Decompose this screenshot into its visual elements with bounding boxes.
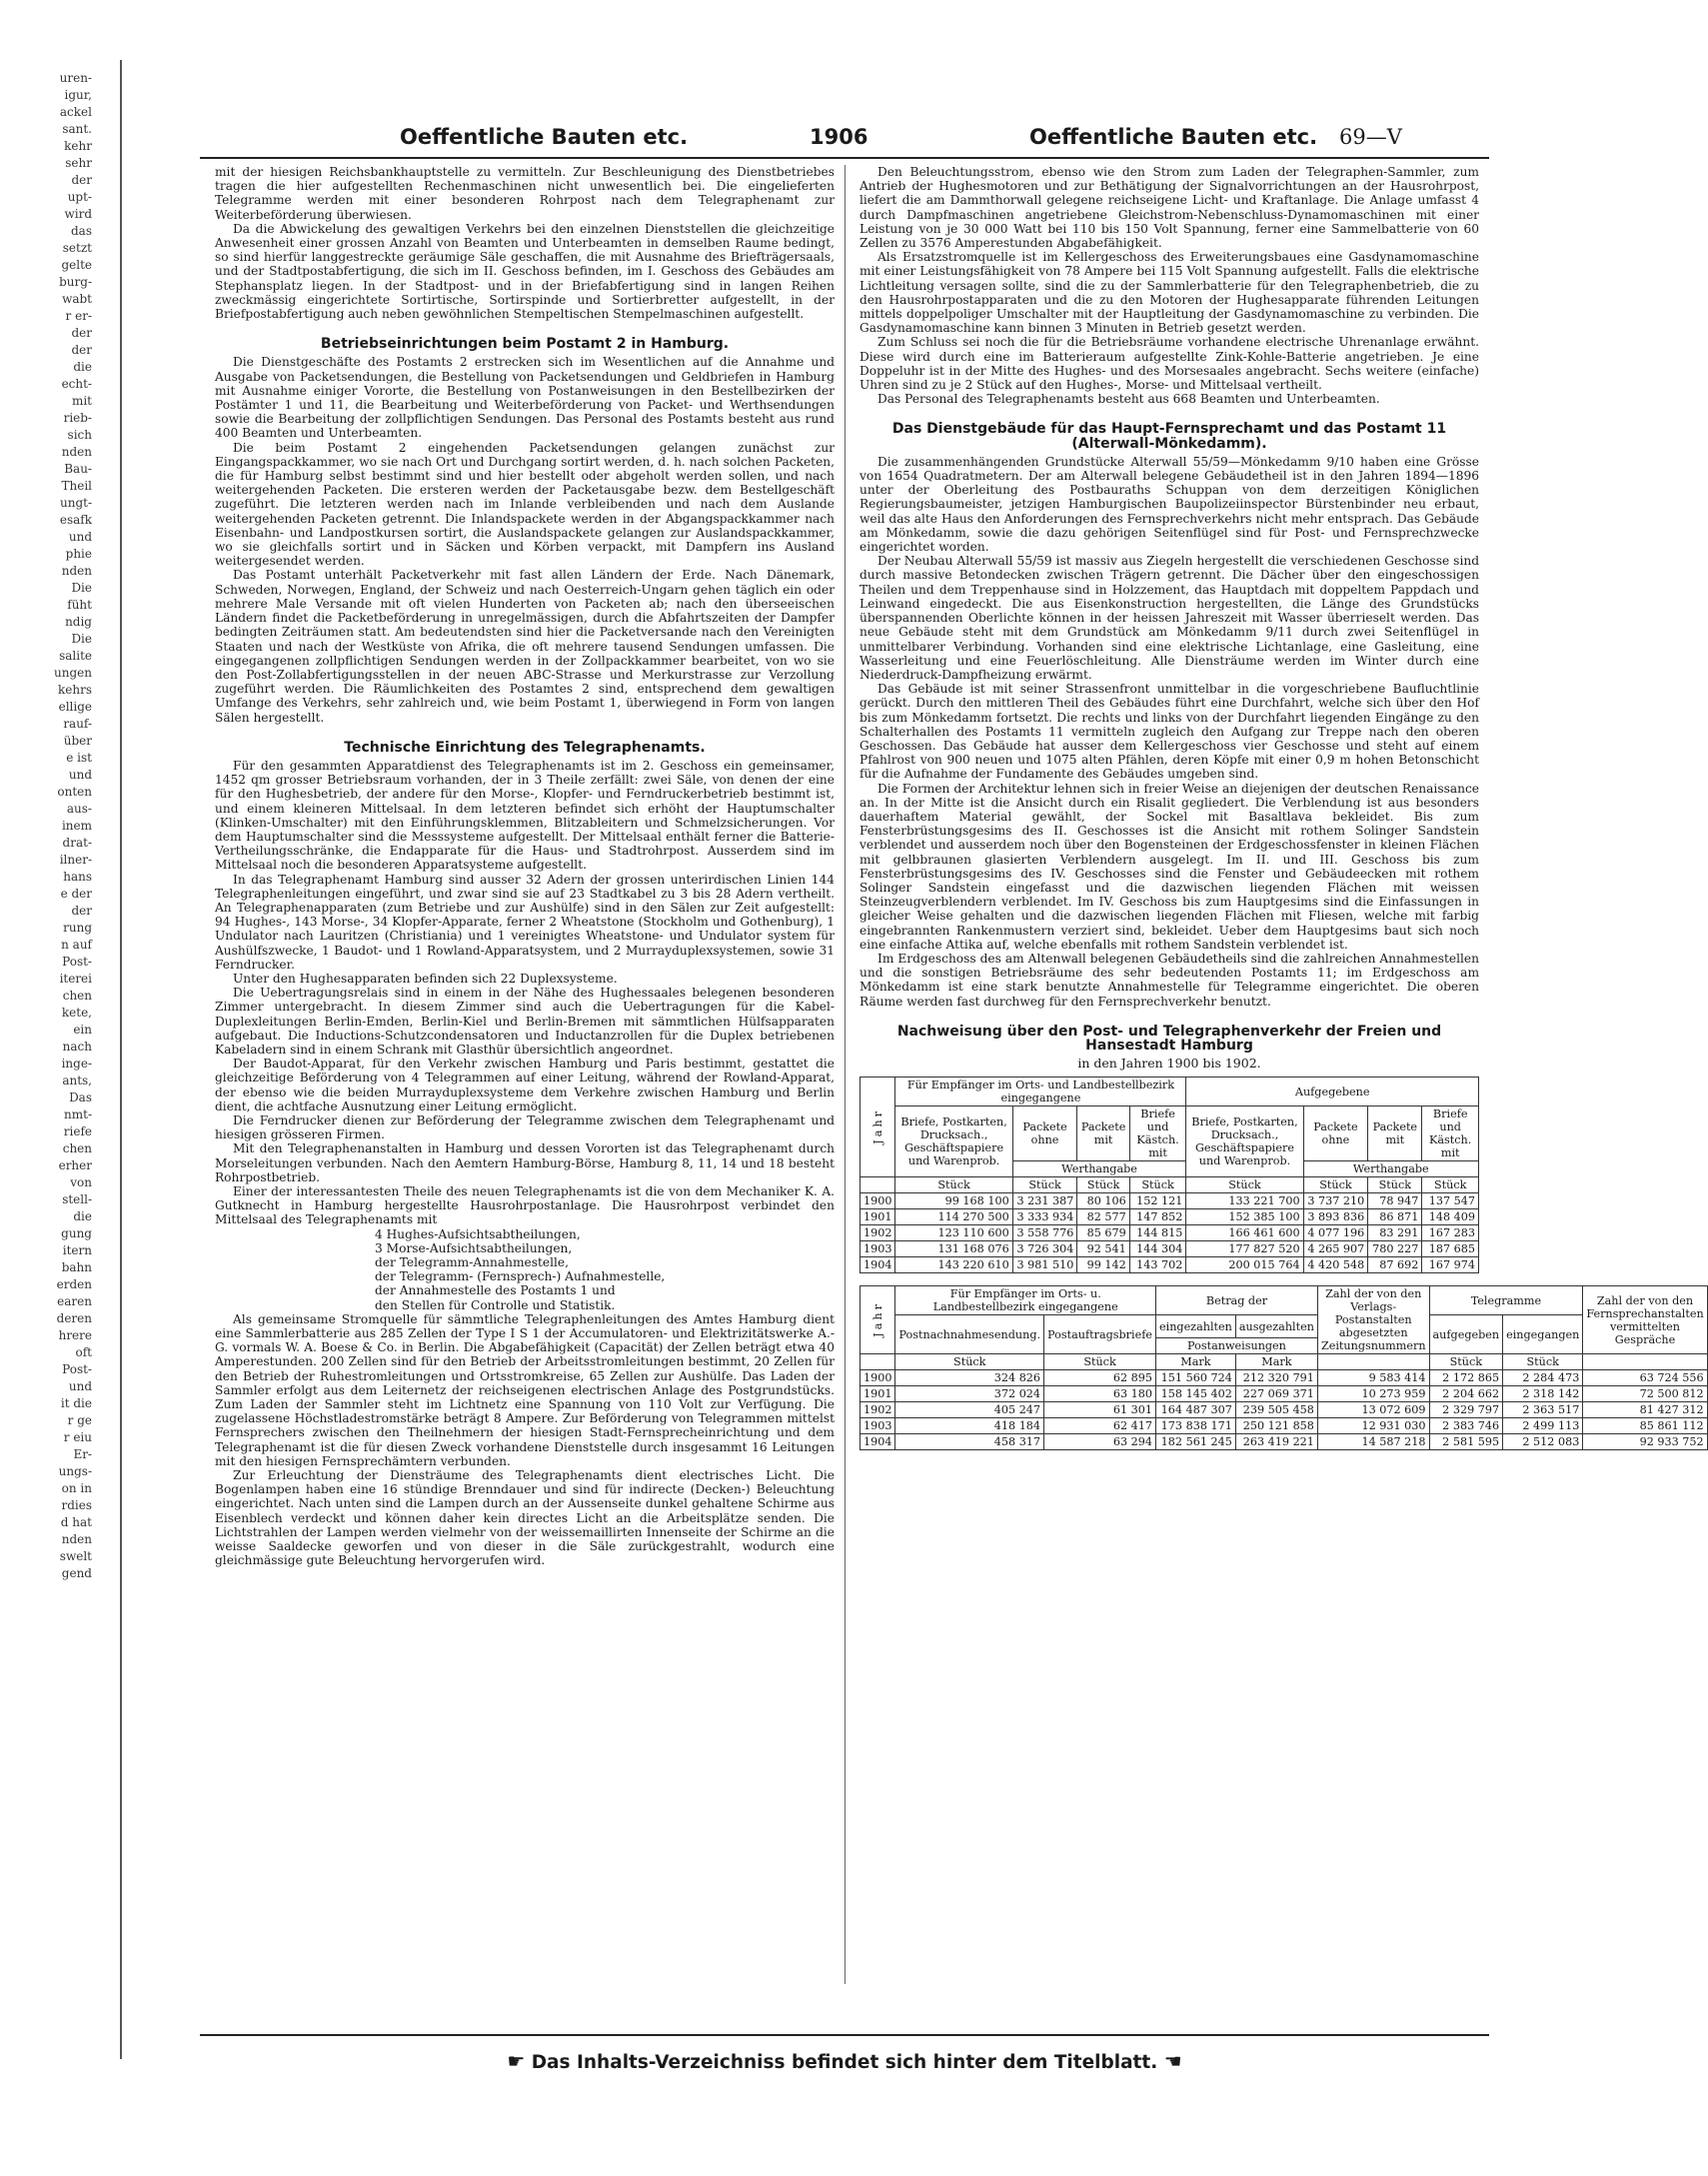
margin-fragment: erher bbox=[58, 1158, 92, 1172]
table-cell: 82 577 bbox=[1077, 1209, 1129, 1225]
table-cell: 3 333 934 bbox=[1012, 1209, 1077, 1225]
margin-fragment: inem bbox=[61, 819, 92, 833]
table-cell: 81 427 312 bbox=[1583, 1402, 1707, 1418]
margin-fragment: Das bbox=[69, 1090, 92, 1104]
year-cell: 1904 bbox=[860, 1434, 895, 1450]
table-cell: 99 168 100 bbox=[895, 1193, 1012, 1209]
col-eingegangen: eingegangen bbox=[1503, 1315, 1583, 1354]
margin-fragment: die bbox=[73, 1209, 92, 1223]
col-briefe: Briefe, Postkarten, Drucksach., Geschäftspapiere und Warenprob. bbox=[895, 1106, 1012, 1177]
margin-fragment: über bbox=[63, 734, 92, 748]
section-heading-dienstgebaeude: Das Dienstgebäude für das Haupt-Fernsprechamt und das Postamt 11 (Alterwall-Mönkedamm). bbox=[891, 421, 1447, 452]
unit-stueck: Stück bbox=[895, 1177, 1012, 1193]
year-cell: 1904 bbox=[860, 1257, 895, 1273]
col-eingezahlt: eingezahlten bbox=[1156, 1315, 1236, 1338]
margin-fragment: ungt- bbox=[59, 496, 92, 510]
table-row bbox=[860, 1370, 1708, 1386]
margin-fragment: nden bbox=[61, 1532, 92, 1546]
group-aufgegeben: Aufgegebene bbox=[1186, 1078, 1479, 1106]
table-cell: 144 815 bbox=[1129, 1225, 1186, 1241]
header-left: Oeffentliche Bauten etc. bbox=[400, 125, 689, 149]
year-cell: 1903 bbox=[860, 1418, 895, 1434]
margin-fragment: rieb- bbox=[63, 411, 92, 425]
paragraph: Die Ferndrucker dienen zur Beförderung der Telegramme zwischen dem Telegraphenamt und hiesigen grösseren Firmen. bbox=[215, 1113, 835, 1142]
margin-fragment: setzt bbox=[62, 241, 92, 255]
unit-mark: Mark bbox=[1235, 1354, 1317, 1370]
col-jahr: Jahr bbox=[860, 1286, 895, 1354]
group-empfaenger: Für Empfänger im Orts- u. Landbestellbezirk eingegangene bbox=[895, 1286, 1156, 1315]
year-cell: 1902 bbox=[860, 1225, 895, 1241]
table-cell: 324 826 bbox=[895, 1370, 1044, 1386]
paragraph: Die Formen der Architektur lehnen sich in freier Weise an diejenigen der deutschen Renaissance an. In der Mitte ist die Ansicht durch ein Risalit gegliedert. Die Verblendung ist aus besonders dauerhaftem Material gewählt, der Sockel mit Basaltlava bekleidet. Bis zum Fensterbrüstungsgesims des II. Geschosses ist die Ansicht mit rothem Solinger Sandstein verblendet und ausserdem noch über den Bogensteinen der Erdgeschossfenster in kleinen Flächen mit gelbbraunen glasierten Verblendern ausgelegt. Im II. und III. Geschoss bis zum Fensterbrüstungsgesims des IV. Geschosses sind die Fenster und Gebäudeecken mit rothem Solinger Sandstein eingefasst und die dazwischen liegenden Flächen mit weissen Steinzeugverblendern verblendet. Im IV. Geschoss bis zum Hauptgesims sind die Einfassungen in gleicher Weise gehalten und die dazwischen liegenden Flächen mit Fliesen, welche mit farbig eingebrannten Rankenmustern verziert sind, bekleidet. Ueber dem Hauptgesims baut sich noch eine einfache Attika auf, welche ebenfalls mit rothem Sandstein verblendet ist. bbox=[859, 781, 1479, 952]
margin-fragment: it die bbox=[60, 1396, 92, 1410]
margin-fragment: kete, bbox=[61, 1006, 92, 1020]
margin-fragment: der bbox=[71, 326, 92, 340]
page-gutter bbox=[120, 60, 122, 2059]
table-cell: 3 737 210 bbox=[1303, 1193, 1368, 1209]
year-cell: 1900 bbox=[860, 1193, 895, 1209]
col-packete-mit: Packete mit bbox=[1368, 1106, 1422, 1161]
margin-fragment: inge- bbox=[61, 1057, 92, 1071]
table-cell: 12 931 030 bbox=[1317, 1418, 1429, 1434]
postanweisungen-label: Postanweisungen bbox=[1156, 1338, 1318, 1354]
table-cell: 3 981 510 bbox=[1012, 1257, 1077, 1273]
year-cell: 1903 bbox=[860, 1241, 895, 1257]
section-heading-technik: Technische Einrichtung des Telegraphenamts. bbox=[344, 739, 706, 756]
table-cell: 152 385 100 bbox=[1186, 1209, 1303, 1225]
running-head bbox=[200, 125, 1489, 155]
margin-fragment: erden bbox=[56, 1277, 92, 1291]
margin-fragment: Die bbox=[71, 581, 92, 595]
margin-fragment: gung bbox=[61, 1226, 92, 1240]
margin-fragment: Post- bbox=[62, 955, 92, 969]
footer-text: Das Inhalts-Verzeichniss befindet sich hinter dem Titelblatt. bbox=[531, 2052, 1158, 2073]
footer-rule bbox=[200, 2034, 1489, 2036]
margin-fragment: e ist bbox=[66, 751, 92, 765]
header-rule bbox=[200, 157, 1489, 159]
col-aufgegeben: aufgegeben bbox=[1429, 1315, 1503, 1354]
table-row bbox=[860, 1209, 1479, 1225]
margin-fragment: earen bbox=[57, 1294, 92, 1308]
margin-fragment: Er- bbox=[73, 1447, 92, 1461]
table-cell: 3 558 776 bbox=[1012, 1225, 1077, 1241]
table-cell: 61 301 bbox=[1044, 1402, 1156, 1418]
table-cell: 263 419 221 bbox=[1235, 1434, 1317, 1450]
table-cell: 2 318 142 bbox=[1503, 1386, 1583, 1402]
margin-fragment: Die bbox=[71, 632, 92, 646]
rohrpost-list bbox=[215, 1227, 835, 1312]
table-row bbox=[860, 1434, 1708, 1450]
table-cell: 13 072 609 bbox=[1317, 1402, 1429, 1418]
table-cell: 2 204 662 bbox=[1429, 1386, 1503, 1402]
margin-fragment: nden bbox=[61, 564, 92, 578]
paragraph: Der Baudot-Apparat, für den Verkehr zwischen Hamburg und Paris bestimmt, gestattet die gleichzeitige Beförderung von 4 Telegrammen auf einer Leitung, während der Rowland-Apparat, der ebenso wie die beiden Murrayduplexsysteme dem Verkehre zwischen Hamburg und Berlin dient, die achtfache Ausnutzung einer Leitung ermöglicht. bbox=[215, 1057, 835, 1113]
header-year: 1906 bbox=[810, 125, 868, 149]
margin-fragment: ilner- bbox=[59, 853, 92, 867]
column-divider bbox=[845, 165, 846, 1984]
margin-fragment: onten bbox=[57, 785, 92, 799]
margin-fragment: stell- bbox=[62, 1192, 92, 1206]
paragraph: Einer der interessantesten Theile des neuen Telegraphenamts ist die von dem Mechaniker K. A. Gutknecht in Hamburg hergestellte Hausrohrpostanlage. Die Hausrohrpost verbindet den Mittelsaal des Telegraphenamts mit bbox=[215, 1184, 835, 1227]
table-cell: 144 304 bbox=[1129, 1241, 1186, 1257]
paragraph: Als gemeinsame Stromquelle für sämmtliche Telegraphenleitungen des Amtes Hamburg dient eine Sammlerbatterie aus 285 Zellen der Type I S 1 der Accumulatoren- und Elektrizitätswerke A.-G. vormals W. A. Boese & Co. in Berlin. Die Abgabefähigkeit (Capacität) der Zellen beträgt etwa 40 Amperestunden. 200 Zellen sind für den Betrieb der Arbeitsstromleitungen bestimmt, 20 Zellen für den Betrieb der Ruhestromleitungen und Ortsstromkreise, 65 Zellen zur Aushülfe. Das Laden der Sammler erfolgt aus dem Leiternetz der reichseigenen electrischen Anlage des Postgrundstücks. Zum Laden der Sammler steht im Lichtnetz eine Spannung von 110 Volt zur Verfügung. Die zugelassene Höchstladestromstärke beträgt 8 Ampere. Zur Beförderung von Telegrammen mittelst Fernsprechers zwischen den Theilnehmern der hiesigen Stadt-Fernsprecheinrichtung und dem Telegraphenamt ist die für diesen Zweck vorhandene Dienststelle durch insgesammt 16 Leitungen mit den hiesigen Fernsprechämtern verbunden. bbox=[215, 1311, 835, 1468]
margin-fragment: swelt bbox=[59, 1549, 92, 1563]
table-cell: 173 838 171 bbox=[1156, 1418, 1236, 1434]
table-cell: 2 383 746 bbox=[1429, 1418, 1503, 1434]
unit-stueck: Stück bbox=[1012, 1177, 1077, 1193]
margin-fragment: nden bbox=[61, 445, 92, 459]
paragraph: Die Uebertragungsrelais sind in einem in der Nähe des Hughessaales belegenen besonderen Zimmer untergebracht. In diesem Zimmer sind auch die Uebertragungen für die Kabel-Duplexleitungen Berlin-Emden, Berlin-Kiel und Berlin-Bremen mit sämmtlichen Hülfsapparaten aufgebaut. Die Inductions-Schutzcondensatoren und Inductanzrollen für die Duplex betriebenen Kabeladern sind in einem Schrank mit Glasthür übersichtlich angeordnet. bbox=[215, 986, 835, 1057]
paragraph: Mit den Telegraphenanstalten in Hamburg und dessen Vororten ist das Telegraphenamt durch Morseleitungen verbunden. Nach den Aemtern Hamburg-Börse, Hamburg 8, 11, 14 und 18 besteht Rohrpostbetrieb. bbox=[215, 1141, 835, 1184]
table-cell: 167 974 bbox=[1422, 1257, 1479, 1273]
margin-fragment: echt- bbox=[61, 377, 92, 391]
table-cell: 92 541 bbox=[1077, 1241, 1129, 1257]
margin-fragment: oft bbox=[75, 1345, 92, 1359]
table-cell: 239 505 458 bbox=[1235, 1402, 1317, 1418]
table-cell: 166 461 600 bbox=[1186, 1225, 1303, 1241]
statistics-table-2 bbox=[859, 1285, 1708, 1450]
margin-fragment: bahn bbox=[61, 1260, 92, 1274]
werthangabe-label: Werthangabe bbox=[1303, 1161, 1478, 1177]
group-telegramme: Telegramme bbox=[1429, 1286, 1583, 1315]
table-row bbox=[860, 1402, 1708, 1418]
left-margin-bleed-through bbox=[0, 70, 92, 2059]
table-cell: 143 702 bbox=[1129, 1257, 1186, 1273]
table-cell: 780 227 bbox=[1368, 1241, 1422, 1257]
margin-fragment: e der bbox=[60, 887, 92, 901]
table-cell: 212 320 791 bbox=[1235, 1370, 1317, 1386]
footer-notice bbox=[200, 2049, 1489, 2073]
table-cell: 372 024 bbox=[895, 1386, 1044, 1402]
margin-fragment: r er- bbox=[65, 309, 92, 323]
margin-fragment: Bau- bbox=[64, 462, 92, 476]
table-cell: 177 827 520 bbox=[1186, 1241, 1303, 1257]
margin-fragment: n auf bbox=[61, 938, 92, 952]
table-cell: 123 110 600 bbox=[895, 1225, 1012, 1241]
margin-fragment: sehr bbox=[65, 156, 92, 170]
margin-fragment: ein bbox=[73, 1023, 92, 1037]
table-cell: 405 247 bbox=[895, 1402, 1044, 1418]
paragraph: Das Postamt unterhält Packetverkehr mit fast allen Ländern der Erde. Nach Dänemark, Schweden, Norwegen, England, der Schweiz und nach Oesterreich-Ungarn gehen täglich ein oder mehrere Male Versande mit oft vielen Hunderten von Packeten ab; nach den überseeischen Ländern findet die Packetbeförderung in unregelmässigen, durch die Abfahrtszeiten der Dampfer bedingten Zeiträumen statt. Am bedeutendsten sind hier die Packetversande nach den Vereinigten Staaten und nach der Westküste von Afrika, die oft mehrere tausend Sendungen umfassen. Die eingegangenen zollpflichtigen Sendungen werden in der Zollpackkammer bearbeitet, von wo sie den Post-Zollabfertigungsstellen in der neuen ABC-Strasse und Merkurstrasse zur Verzollung zugeführt werden. Die Räumlichkeiten des Postamtes 2 sind, entsprechend dem gewaltigen Umfange des Verkehrs, sehr zahlreich und, wie beim Postamt 1, überwiegend in Form von langen Sälen hergestellt. bbox=[215, 568, 835, 725]
margin-fragment: gelte bbox=[61, 258, 92, 272]
margin-fragment: igur, bbox=[64, 88, 92, 102]
unit-stueck: Stück bbox=[1044, 1354, 1156, 1370]
list-item: der Telegramm- (Fernsprech-) Aufnahmestelle, bbox=[375, 1269, 666, 1284]
table-cell: 63 180 bbox=[1044, 1386, 1156, 1402]
year-cell: 1900 bbox=[860, 1370, 895, 1386]
margin-fragment: d hat bbox=[60, 1515, 92, 1529]
table-cell: 2 581 595 bbox=[1429, 1434, 1503, 1450]
table-cell: 418 184 bbox=[895, 1418, 1044, 1434]
margin-fragment: kehrs bbox=[58, 683, 92, 697]
table-cell: 227 069 371 bbox=[1235, 1386, 1317, 1402]
margin-fragment: mit bbox=[71, 394, 92, 408]
margin-fragment: salite bbox=[59, 649, 92, 663]
page-number: 69—V bbox=[1339, 125, 1402, 149]
margin-fragment: ants, bbox=[62, 1074, 92, 1088]
table-cell: 187 685 bbox=[1422, 1241, 1479, 1257]
table-cell: 2 172 865 bbox=[1429, 1370, 1503, 1386]
table-cell: 2 499 113 bbox=[1503, 1418, 1583, 1434]
margin-fragment: esafk bbox=[59, 513, 92, 527]
table-row bbox=[860, 1225, 1479, 1241]
margin-fragment: ackel bbox=[59, 105, 92, 119]
table-cell: 78 947 bbox=[1368, 1193, 1422, 1209]
table-cell: 158 145 402 bbox=[1156, 1386, 1236, 1402]
table-cell: 143 220 610 bbox=[895, 1257, 1012, 1273]
table-cell: 80 106 bbox=[1077, 1193, 1129, 1209]
table-cell: 164 487 307 bbox=[1156, 1402, 1236, 1418]
table-cell: 63 724 556 bbox=[1583, 1370, 1707, 1386]
margin-fragment: ndig bbox=[65, 615, 92, 629]
table-subtitle: in den Jahren 1900 bis 1902. bbox=[1077, 1056, 1261, 1072]
col-packete-mit: Packete mit bbox=[1077, 1106, 1129, 1161]
col-verlag: Zahl der von den Verlags-Postanstalten abgesetzten Zeitungsnummern bbox=[1317, 1286, 1429, 1354]
table-cell: 62 417 bbox=[1044, 1418, 1156, 1434]
margin-fragment: rdies bbox=[61, 1498, 92, 1512]
table-cell: 2 284 473 bbox=[1503, 1370, 1583, 1386]
table-cell: 14 587 218 bbox=[1317, 1434, 1429, 1450]
paragraph: Unter den Hughesapparaten befinden sich 22 Duplexsysteme. bbox=[233, 971, 618, 986]
table-cell: 148 409 bbox=[1422, 1209, 1479, 1225]
margin-fragment: Post- bbox=[62, 1362, 92, 1376]
year-cell: 1901 bbox=[860, 1386, 895, 1402]
margin-fragment: füht bbox=[67, 598, 92, 612]
col-packete-ohne: Packete ohne bbox=[1303, 1106, 1368, 1161]
margin-fragment: gend bbox=[61, 1566, 92, 1580]
table-cell: 3 893 836 bbox=[1303, 1209, 1368, 1225]
margin-fragment: nmt- bbox=[64, 1107, 92, 1121]
unit-stueck: Stück bbox=[1303, 1177, 1368, 1193]
margin-fragment: wird bbox=[64, 207, 92, 221]
table-cell: 2 512 083 bbox=[1503, 1434, 1583, 1450]
table-cell: 152 121 bbox=[1129, 1193, 1186, 1209]
margin-fragment: iterei bbox=[59, 972, 92, 986]
margin-fragment: und bbox=[68, 768, 92, 782]
table-cell: 182 561 245 bbox=[1156, 1434, 1236, 1450]
table-cell: 87 692 bbox=[1368, 1257, 1422, 1273]
table-cell: 133 221 700 bbox=[1186, 1193, 1303, 1209]
margin-fragment: sant. bbox=[62, 122, 92, 136]
section-heading-nachweisung: Nachweisung über den Post- und Telegraphenverkehr der Freien und Hansestadt Hamburg bbox=[896, 1023, 1442, 1054]
col-ausgezahlt: ausgezahlten bbox=[1235, 1315, 1317, 1338]
paragraph: Das Personal des Telegraphenamts besteht aus 668 Beamten und Unterbeamten. bbox=[877, 392, 1380, 407]
margin-fragment: hrere bbox=[58, 1328, 92, 1342]
pointing-hand-right-icon: ☛ bbox=[507, 2049, 526, 2073]
year-cell: 1902 bbox=[860, 1402, 895, 1418]
margin-fragment: wabt bbox=[62, 292, 92, 306]
paragraph: mit der hiesigen Reichsbankhauptstelle zu vermitteln. Zur Beschleunigung des Dienstbetriebes tragen die hier aufgestellten Rechenmaschinen nicht unwesentlich bei. Die eingelieferten Telegramme werden mit einer besonderen Rohrpost nach dem Telegraphenamt zur Weiterbeförderung überwiesen. bbox=[215, 165, 835, 222]
margin-fragment: kehr bbox=[64, 139, 92, 153]
margin-fragment: der bbox=[71, 173, 92, 187]
left-column bbox=[215, 165, 835, 1568]
margin-fragment: ungs- bbox=[58, 1464, 92, 1478]
margin-fragment: uren- bbox=[59, 71, 92, 85]
list-item: den Stellen für Controlle und Statistik. bbox=[375, 1297, 616, 1312]
list-item: der Annahmestelle des Postamts 1 und bbox=[375, 1283, 616, 1298]
paragraph: Zum Schluss sei noch die für die Betriebsräume vorhandene electrische Uhrenanlage erwähnt. Diese wird durch eine im Batterieraum aufgestellte Zink-Kohle-Batterie angetrieben. Je eine Doppeluhr ist in der Mitte des Hughes- und des Morsesaales angebracht. Sechs weitere (einfache) Uhren sind zu je 2 Stück auf den Hughes-, Morse- und Mittelsaal vertheilt. bbox=[859, 335, 1479, 393]
paragraph: Der Neubau Alterwall 55/59 ist massiv aus Ziegeln hergestellt die verschiedenen Geschosse sind durch massive Betondecken zwischen Trägern getrennt. Die Dächer über den eingeschossigen Theilen und dem Treppenhause sind in Holzzement, das Hauptdach mit doppeltem Pappdach und Leinwand eingedeckt. Die aus Eisenkonstruction hergestellten, die Länge des Grundstücks überspannenden Oberlichte können in der heissen Jahreszeit mit Wasser überrieselt werden. Das neue Gebäude steht mit dem Grundstück am Mönkedamm 9/11 durch zwei Seitenflügel in unmittelbarer Verbindung. Vorhanden sind eine elektrische Lichtanlage, eine Gasleitung, eine Wasserleitung und eine Feuerlöschleitung. Alle Diensträume werden im Winter durch eine Niederdruck-Dampfheizung erwärmt. bbox=[859, 554, 1479, 682]
table-cell: 4 077 196 bbox=[1303, 1225, 1368, 1241]
margin-fragment: der bbox=[71, 343, 92, 357]
margin-fragment: riefe bbox=[63, 1124, 92, 1138]
table-cell: 9 583 414 bbox=[1317, 1370, 1429, 1386]
paragraph: Für den gesammten Apparatdienst des Telegraphenamts ist im 2. Geschoss ein gemeinsamer, 1452 qm grosser Betriebsraum vorhanden, der in 3 Theile zerfällt: zwei Säle, von denen der eine für den Hughesbetrieb, der andere für den Morse-, Klopfer- und Ferndruckerbetrieb bestimmt ist, und einem kleineren Mittelsaal. In dem letzteren befindet sich erhöht der Hauptumschalter (Klinken-Umschalter) mit den Einführungsklemmen, Blitzableitern und Schmelzsicherungen. Vor dem Hauptumschalter sind die Messsysteme aufgestellt. Der Mittelsaal enthält ferner die Batterie-Vertheilungsschränke, die Endapparate für die Haus- und Stadtrohrpost. Ausserdem sind im Mittelsaal noch die besonderen Apparatsysteme aufgestellt. bbox=[215, 758, 835, 873]
margin-fragment: burg- bbox=[59, 275, 92, 289]
margin-fragment: der bbox=[71, 904, 92, 918]
margin-fragment: Theil bbox=[61, 479, 92, 493]
table-cell: 72 500 812 bbox=[1583, 1386, 1707, 1402]
margin-fragment: ungen bbox=[54, 666, 92, 680]
paragraph: Die beim Postamt 2 eingehenden Packetsendungen gelangen zunächst zur Eingangspackkammer, wo sie nach Ort und Durchgang sortirt werden, d. h. nach solchen Packeten, die für Hamburg selbst bestimmt sind und hier bestellt oder abgeholt werden sollen, und nach weitergehenden Packeten. Die ersteren werden der Packetausgabe bezw. dem Bestellgeschäft zugeführt. Die letzteren werden nach im Inlande verbleibenden und nach dem Auslande weitergehenden Packeten getrennt. Die Inlandspackete werden in der Abgangspackkammer nach Eisenbahn- und Landpostkursen sortirt, die Auslandspackete gelangen zur Auslandspackkammer, wo sie gleichfalls sortirt und in Säcken und Körben verpackt, mit Dampfern ins Ausland weitergesendet werden. bbox=[215, 440, 835, 569]
paragraph: Das Gebäude ist mit seiner Strassenfront unmittelbar in die vorgeschriebene Baufluchtlinie gerückt. Durch den mittleren Theil des Gebäudes führt eine Durchfahrt, welche sich über den Hof bis zum Mönkedamm fortsetzt. Die rechts und links von der Durchfahrt liegenden Eingänge zu den Schalterhallen des Postamts 11 vermitteln zugleich den Aufgang zur Treppe nach den oberen Geschossen. Das Gebäude hat ausser dem Kellergeschoss vier Geschosse und steht auf einem Pfahlrost von 900 neuen und 1075 alten Pfählen, deren Köpfe mit einer 0,9 m hohen Betonschicht für die Aufnahme der Fundamente des Gebäudes umgeben sind. bbox=[859, 682, 1479, 782]
paragraph: Die zusammenhängenden Grundstücke Alterwall 55/59—Mönkedamm 9/10 haben eine Grösse von 1654 Quadratmetern. Der am Alterwall belegene Gebäudetheil ist in den Jahren 1894—1896 unter der Oberleitung des Postbauraths Schuppan von dem derzeitigen Königlichen Regierungsbaumeister, jetzigen Hamburgischen Baupolizeiinspector Bürstenbinder neu erbaut, weil das alte Haus den Anforderungen des Fernsprechverkehrs nicht mehr entsprach. Das Gebäude am Mönkedamm, sowie die dazu gehörigen Seitenflügel sind für Post- und Fernsprechzwecke eingerichtet worden. bbox=[859, 454, 1479, 555]
header-right: Oeffentliche Bauten etc. bbox=[1029, 125, 1318, 149]
margin-fragment: von bbox=[70, 1175, 92, 1189]
margin-fragment: nach bbox=[62, 1040, 92, 1054]
paragraph: Im Erdgeschoss des am Altenwall belegenen Gebäudetheils sind die zahlreichen Annahmestellen und die sonstigen Betriebsräume des sehr bedeutenden Postamts 11; im Erdgeschoss am Mönkedamm ist eine stark benutzte Annahmestelle für Telegramme eingerichtet. Die oberen Räume werden fast durchweg für den Fernsprechverkehr benutzt. bbox=[859, 951, 1479, 1009]
col-jahr: Jahr bbox=[860, 1078, 895, 1177]
margin-fragment: phie bbox=[65, 547, 92, 561]
table-cell: 3 231 387 bbox=[1012, 1193, 1077, 1209]
margin-fragment: das bbox=[71, 224, 92, 238]
table-row bbox=[860, 1386, 1708, 1402]
statistics-table-1 bbox=[859, 1077, 1479, 1273]
table-cell: 131 168 076 bbox=[895, 1241, 1012, 1257]
margin-fragment: rauf- bbox=[63, 717, 92, 731]
margin-fragment: itern bbox=[62, 1243, 92, 1257]
col-briefe-kaestchen: Briefe und Kästch. mit bbox=[1422, 1106, 1479, 1161]
section-heading-betrieb: Betriebseinrichtungen beim Postamt 2 in Hamburg. bbox=[320, 336, 730, 353]
margin-fragment: r ge bbox=[67, 1413, 92, 1427]
unit-stueck: Stück bbox=[1368, 1177, 1422, 1193]
table-cell: 458 317 bbox=[895, 1434, 1044, 1450]
paragraph: In das Telegraphenamt Hamburg sind ausser 32 Adern der grossen unterirdischen Linien 144 Telegraphenleitungen eingeführt, und zwar sind sie auf 23 Stadtkabel zu 3 bis 28 Adern vertheilt. An Telegraphenapparaten (zum Betriebe und zur Aushülfe) sind in den Sälen zur Zeit aufgestellt: 94 Hughes-, 143 Morse-, 34 Klopfer-Apparate, ferner 2 Wheatstone (Stockholm und Gothenburg), 1 Undulator nach Lauritzen (Christiania) und 1 vereinigtes Wheatstone- und Undulator system für Aushülfszwecke, 1 Baudot- und 1 Rowland-Apparatsystem, und 2 Murrayduplexsystemen, sowie 31 Ferndrucker. bbox=[215, 872, 835, 972]
table-cell: 99 142 bbox=[1077, 1257, 1129, 1273]
unit-stueck: Stück bbox=[1422, 1177, 1479, 1193]
table-cell: 114 270 500 bbox=[895, 1209, 1012, 1225]
table-cell: 137 547 bbox=[1422, 1193, 1479, 1209]
table-cell: 2 363 517 bbox=[1503, 1402, 1583, 1418]
table-cell: 63 294 bbox=[1044, 1434, 1156, 1450]
group-betrag: Betrag der bbox=[1156, 1286, 1318, 1315]
table-cell: 4 420 548 bbox=[1303, 1257, 1368, 1273]
unit-stueck: Stück bbox=[1429, 1354, 1503, 1370]
col-packete-ohne: Packete ohne bbox=[1012, 1106, 1077, 1161]
paragraph: Den Beleuchtungsstrom, ebenso wie den Strom zum Laden der Telegraphen-Sammler, zum Antrieb der Hughesmotoren und zur Bethätigung der Signalvorrichtungen an der Hausrohrpost, liefert die am Dammthorwall gelegene reichseigene Licht- und Kraftanlage. Die Anlage umfasst 4 durch Dampfmaschinen angetriebene Gleichstrom-Nebenschluss-Dynamomaschinen mit einer Leistung von je 30 000 Watt bei 110 bis 150 Volt Spannung, ferner eine Sammelbatterie von 60 Zellen zu 3576 Amperestunden Abgabefähigkeit. bbox=[859, 165, 1479, 251]
unit-stueck: Stück bbox=[1503, 1354, 1583, 1370]
table-cell: 4 265 907 bbox=[1303, 1241, 1368, 1257]
paragraph: Zur Erleuchtung der Diensträume des Telegraphenamts dient electrisches Licht. Die Bogenlampen haben eine 16 stündige Brenndauer und sind für indirecte (Decken-) Beleuchtung eingerichtet. Nach unten sind die Lampen durch an der Aussenseite dunkel gehaltene Schirme aus Eisenblech verdeckt und können daher kein directes Licht an die Arbeitsplätze senden. Die Lichtstrahlen der Lampen werden vielmehr von der weissemaillirten Innenseite der Schirme an die weisse Saaldecke geworfen und von dieser in die Säle zurückgestrahlt, wodurch eine gleichmässige gute Beleuchtung hervorgerufen wird. bbox=[215, 1468, 835, 1568]
paragraph: Als Ersatzstromquelle ist im Kellergeschoss des Erweiterungsbaues eine Gasdynamomaschine mit einer Leistungsfähigkeit von 78 Ampere bei 115 Volt Spannung aufgestellt. Falls die elektrische Lichtleitung versagen sollte, sind die zu der Sammlerbatterie für den Telegraphenbetrieb, die zu den Hausrohrpostapparaten und die zu den Motoren der Hughesapparate führenden Leitungen mittels doppelpoliger Umschalter mit der Hauptleitung der Gasdynamomaschine zu verbinden. Die Gasdynamomaschine kann binnen 3 Minuten in Betrieb gesetzt werden. bbox=[859, 250, 1479, 336]
unit-mark: Mark bbox=[1156, 1354, 1236, 1370]
table-cell: 85 679 bbox=[1077, 1225, 1129, 1241]
table-cell: 10 273 959 bbox=[1317, 1386, 1429, 1402]
unit-stueck: Stück bbox=[1186, 1177, 1303, 1193]
group-empfaenger: Für Empfänger im Orts- und Landbestellbezirk eingegangene bbox=[895, 1078, 1186, 1106]
list-item: 4 Hughes-Aufsichtsabtheilungen, bbox=[375, 1226, 581, 1241]
col-auftragsbriefe: Postauftragsbriefe bbox=[1044, 1315, 1156, 1354]
table-cell: 2 329 797 bbox=[1429, 1402, 1503, 1418]
margin-fragment: rung bbox=[63, 921, 92, 935]
paragraph: Die Dienstgeschäfte des Postamts 2 erstrecken sich im Wesentlichen auf die Annahme und Ausgabe von Packetsendungen, die Bestellung von Packetsendungen und Geldbriefen in Hamburg mit Ausnahme einiger Vororte, die Bestellung von Postanweisungen in den Bestellbezirken der Postämter 1 und 11, die Bearbeitung und Weiterbeförderung von Packet- und Werthsendungen sowie die Bearbeitung der zollpflichtigen Sendungen. Das Personal des Postamts besteht aus rund 400 Beamten und Unterbeamten. bbox=[215, 355, 835, 441]
margin-fragment: ellige bbox=[58, 700, 92, 714]
unit-stueck: Stück bbox=[1077, 1177, 1129, 1193]
table-row bbox=[860, 1418, 1708, 1434]
margin-fragment: sich bbox=[67, 428, 92, 442]
right-column bbox=[859, 165, 1704, 1450]
col-briefe: Briefe, Postkarten, Drucksach., Geschäftspapiere und Warenprob. bbox=[1186, 1106, 1303, 1177]
table-cell: 167 283 bbox=[1422, 1225, 1479, 1241]
margin-fragment: deren bbox=[56, 1311, 92, 1325]
table-cell: 3 726 304 bbox=[1012, 1241, 1077, 1257]
table-cell: 147 852 bbox=[1129, 1209, 1186, 1225]
table-cell: 85 861 112 bbox=[1583, 1418, 1707, 1434]
pointing-hand-left-icon: ☚ bbox=[1163, 2049, 1182, 2073]
paragraph: Da die Abwickelung des gewaltigen Verkehrs bei den einzelnen Dienststellen die gleichzeitige Anwesenheit einer grossen Anzahl von Beamten und Unterbeamten in demselben Raume bedingt, so sind hierfür langgestreckte geräumige Säle geschaffen, die mit Ausnahme des Briefträgersaals, und der Stadtpostabfertigung, die sich im II. Geschoss befinden, im I. Geschoss des Gebäudes am Stephansplatz liegen. In der Stadtpost- und in der Briefabfertigung sind in langen Reihen zweckmässig eingerichtete Sortirtische, Sortirspinde und Sortierbretter aufgestellt, in der Briefpostabfertigung auch neben gewöhnlichen Stempeltischen Stempelmaschinen aufgestellt. bbox=[215, 221, 835, 322]
table-cell: 250 121 858 bbox=[1235, 1418, 1317, 1434]
year-cell: 1901 bbox=[860, 1209, 895, 1225]
margin-fragment: chen bbox=[62, 989, 92, 1003]
margin-fragment: und bbox=[68, 530, 92, 544]
margin-fragment: on in bbox=[61, 1481, 92, 1495]
table-cell: 92 933 752 bbox=[1583, 1434, 1707, 1450]
col-nachnahme: Postnachnahmesendung. bbox=[895, 1315, 1044, 1354]
unit-stueck: Stück bbox=[895, 1354, 1044, 1370]
col-briefe-kaestchen: Briefe und Kästch. mit bbox=[1129, 1106, 1186, 1161]
table-cell: 62 895 bbox=[1044, 1370, 1156, 1386]
col-fernsprech: Zahl der von den Fernsprechanstalten vermittelten Gespräche bbox=[1583, 1286, 1707, 1354]
margin-fragment: hans bbox=[63, 870, 92, 884]
list-item: 3 Morse-Aufsichtsabtheilungen, bbox=[375, 1240, 573, 1255]
werthangabe-label: Werthangabe bbox=[1012, 1161, 1186, 1177]
margin-fragment: drat- bbox=[62, 836, 92, 850]
table-row bbox=[860, 1257, 1479, 1273]
unit-stueck: Stück bbox=[1129, 1177, 1186, 1193]
table-cell: 151 560 724 bbox=[1156, 1370, 1236, 1386]
table-cell: 200 015 764 bbox=[1186, 1257, 1303, 1273]
newspaper-page bbox=[200, 95, 1704, 2084]
list-item: der Telegramm-Annahmestelle, bbox=[375, 1255, 569, 1270]
margin-fragment: aus- bbox=[66, 802, 92, 816]
table-row bbox=[860, 1241, 1479, 1257]
margin-fragment: r eiu bbox=[63, 1430, 92, 1444]
table-cell: 83 291 bbox=[1368, 1225, 1422, 1241]
table-cell: 86 871 bbox=[1368, 1209, 1422, 1225]
margin-fragment: chen bbox=[62, 1141, 92, 1155]
margin-fragment: die bbox=[73, 360, 92, 374]
margin-fragment: und bbox=[68, 1379, 92, 1393]
table-row bbox=[860, 1193, 1479, 1209]
margin-fragment: upt- bbox=[67, 190, 92, 204]
